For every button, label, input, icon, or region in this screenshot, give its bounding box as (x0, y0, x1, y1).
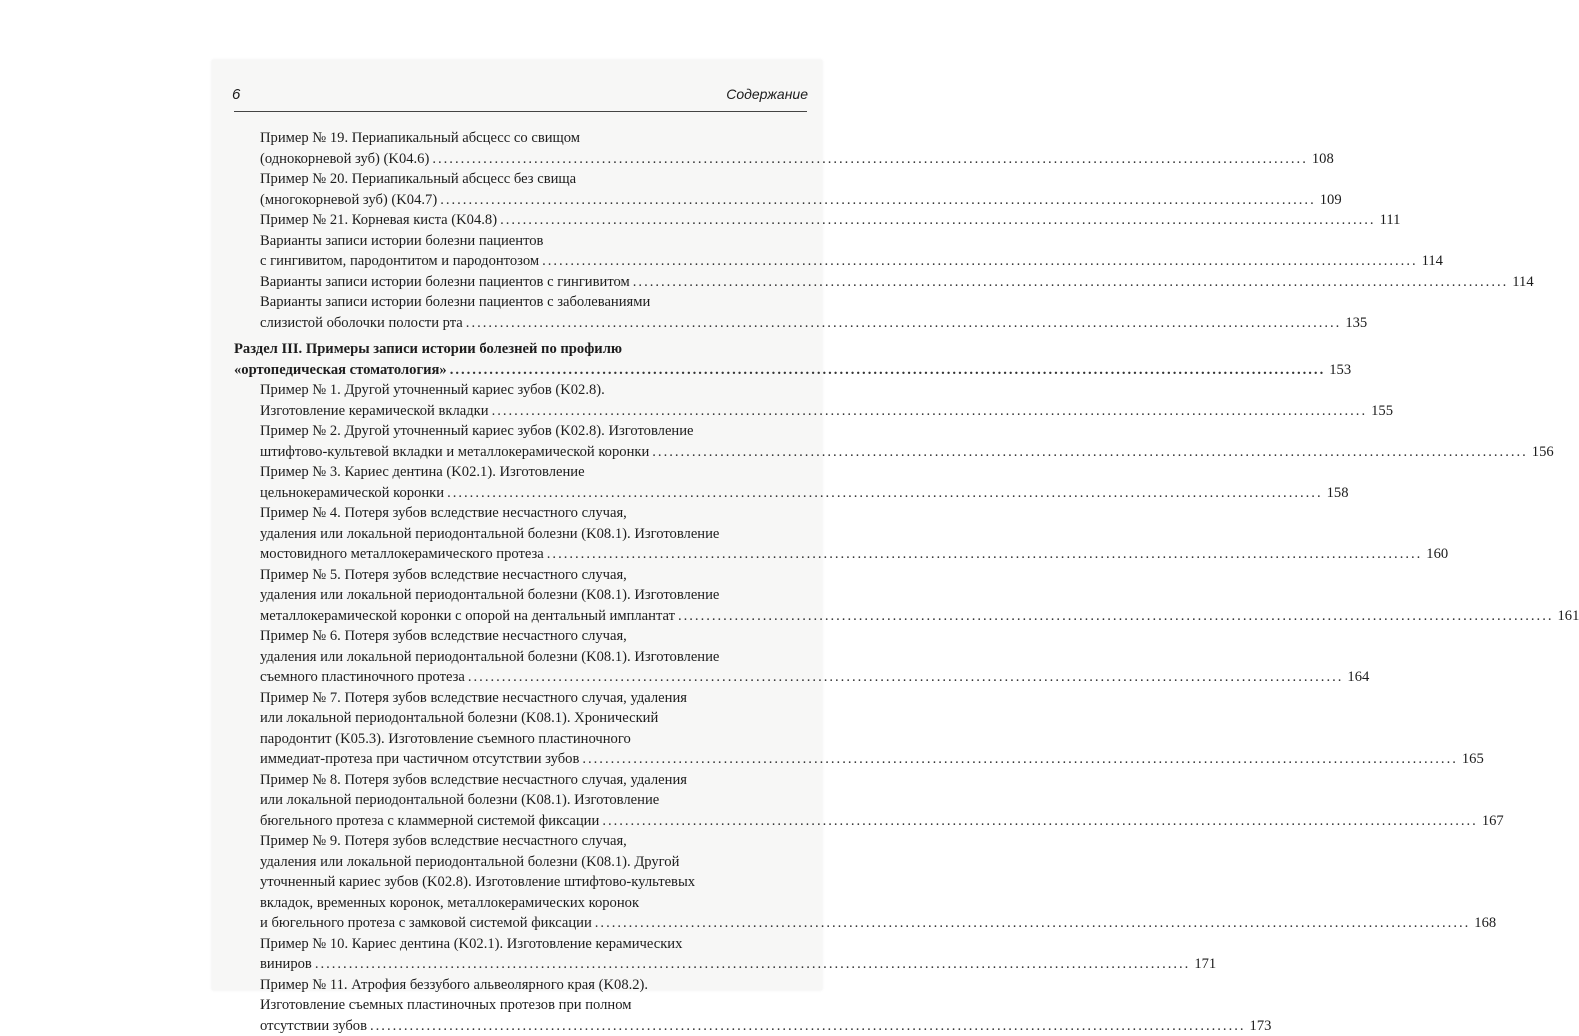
page-number: 6 (232, 86, 240, 103)
toc-entry-text: (однокорневой зуб) (K04.6) (260, 151, 429, 167)
toc-entry-text: и бюгельного протеза с замковой системой фиксации (260, 915, 592, 931)
toc-entry-text: штифтово-культевой вкладки и металлокерамической коронки (260, 444, 649, 460)
toc-entry-text: съемного пластиночного протеза (260, 669, 465, 685)
toc-entry-line: удаления или локальной периодонтальной болезни (K08.1). Изготовление (234, 524, 806, 545)
toc-entry-text: виниров (260, 956, 312, 972)
dot-leader (542, 253, 1418, 269)
page-header (232, 86, 808, 108)
toc-entry-last-line (234, 749, 806, 770)
toc-entry-text: бюгельного протеза с кламмерной системой фиксации (260, 813, 599, 829)
toc-page-number: 108 (1312, 151, 1334, 167)
toc-entry (234, 292, 806, 333)
toc-entry-line: вкладок, временных коронок, металлокерамических коронок (234, 893, 806, 914)
toc-entry (234, 688, 806, 770)
toc-entry-text: слизистой оболочки полости рта (260, 315, 463, 331)
running-head: Содержание (726, 86, 808, 102)
toc-entry-text: отсутствии зубов (260, 1018, 367, 1034)
toc-entry-line: Пример № 6. Потеря зубов вследствие несчастного случая, (234, 626, 806, 647)
toc-page-number: 156 (1532, 444, 1554, 460)
toc-page-number: 111 (1380, 212, 1401, 228)
toc-entry-line: удаления или локальной периодонтальной болезни (K08.1). Изготовление (234, 647, 806, 668)
toc-entry-line: Пример № 4. Потеря зубов вследствие несчастного случая, (234, 503, 806, 524)
toc-entry-last-line (234, 210, 806, 231)
dot-leader (500, 212, 1376, 228)
toc-entry-last-line (234, 483, 806, 504)
toc-page-number: 171 (1194, 956, 1216, 972)
toc-entry-line: Пример № 8. Потеря зубов вследствие несчастного случая, удаления (234, 770, 806, 791)
toc-entry-text: «ортопедическая стоматология» (234, 362, 447, 378)
toc-entry-last-line (234, 313, 806, 334)
dot-leader (547, 546, 1423, 562)
toc-page-number: 173 (1250, 1018, 1272, 1034)
toc-entry-line: пародонтит (K05.3). Изготовление съемного пластиночного (234, 729, 806, 750)
toc-entry-text: Пример № 21. Корневая киста (K04.8) (260, 212, 497, 228)
toc-entry-last-line (234, 811, 806, 832)
toc-entry-text: металлокерамической коронки с опорой на дентальный имплантат (260, 608, 675, 624)
toc-entry-last-line (234, 272, 806, 293)
toc-entry (234, 770, 806, 832)
dot-leader (315, 956, 1191, 972)
table-of-contents (234, 128, 806, 1036)
toc-entry-line: Пример № 20. Периапикальный абсцесс без свища (234, 169, 806, 190)
toc-entry (234, 626, 806, 688)
toc-page-number: 135 (1345, 315, 1367, 331)
toc-entry (234, 380, 806, 421)
toc-entry-line: Пример № 5. Потеря зубов вследствие несчастного случая, (234, 565, 806, 586)
toc-entry-line: или локальной периодонтальной болезни (K08.1). Изготовление (234, 790, 806, 811)
toc-entry (234, 975, 806, 1036)
toc-entry-text: Изготовление керамической вкладки (260, 403, 489, 419)
toc-page-number: 164 (1347, 669, 1369, 685)
toc-entry-text: (многокорневой зуб) (K04.7) (260, 192, 437, 208)
toc-page-number: 155 (1371, 403, 1393, 419)
toc-entry-line: Варианты записи истории болезни пациентов (234, 231, 806, 252)
toc-page-number: 161 (1558, 608, 1579, 624)
dot-leader (633, 274, 1509, 290)
toc-section-entry (234, 339, 806, 380)
toc-page-number: 158 (1327, 485, 1349, 501)
dot-leader (440, 192, 1316, 208)
toc-entry-line: Пример № 11. Атрофия беззубого альвеолярного края (K08.2). (234, 975, 806, 996)
dot-leader (602, 813, 1478, 829)
toc-page-number: 160 (1426, 546, 1448, 562)
toc-entry-line: Варианты записи истории болезни пациентов с заболеваниями (234, 292, 806, 313)
toc-entry-line: удаления или локальной периодонтальной болезни (K08.1). Изготовление (234, 585, 806, 606)
toc-entry-line: Раздел III. Примеры записи истории болезней по профилю (234, 339, 806, 360)
toc-page-number: 114 (1512, 274, 1533, 290)
dot-leader (678, 608, 1554, 624)
toc-entry-line: удаления или локальной периодонтальной болезни (K08.1). Другой (234, 852, 806, 873)
toc-entry (234, 503, 806, 565)
dot-leader (468, 669, 1344, 685)
dot-leader (595, 915, 1471, 931)
dot-leader (582, 751, 1458, 767)
toc-page-number: 168 (1474, 915, 1496, 931)
toc-entry-last-line (234, 606, 806, 627)
toc-entry-line: Изготовление съемных пластиночных протезов при полном (234, 995, 806, 1016)
dot-leader (370, 1018, 1246, 1034)
toc-entry-text: мостовидного металлокерамического протеза (260, 546, 544, 562)
toc-entry (234, 272, 806, 293)
toc-entry (234, 934, 806, 975)
toc-entry-line: Пример № 1. Другой уточненный кариес зубов (K02.8). (234, 380, 806, 401)
toc-entry-text: с гингивитом, пародонтитом и пародонтозом (260, 253, 539, 269)
toc-entry (234, 169, 806, 210)
toc-page-number: 114 (1422, 253, 1443, 269)
toc-page-number: 165 (1462, 751, 1484, 767)
toc-entry-last-line (234, 360, 806, 381)
toc-entry-text: цельнокерамической коронки (260, 485, 444, 501)
toc-entry (234, 210, 806, 231)
toc-entry-text: иммедиат-протеза при частичном отсутствии зубов (260, 751, 579, 767)
toc-entry-line: Пример № 2. Другой уточненный кариес зубов (K02.8). Изготовление (234, 421, 806, 442)
toc-entry-last-line (234, 667, 806, 688)
toc-entry (234, 128, 806, 169)
toc-page-number: 167 (1482, 813, 1504, 829)
toc-entry-line: Пример № 10. Кариес дентина (K02.1). Изготовление керамических (234, 934, 806, 955)
toc-entry (234, 565, 806, 627)
toc-entry-last-line (234, 1016, 806, 1036)
toc-entry-line: уточненный кариес зубов (K02.8). Изготовление штифтово-культевых (234, 872, 806, 893)
dot-leader (652, 444, 1528, 460)
toc-page-number: 153 (1329, 362, 1351, 378)
toc-entry-line: Пример № 9. Потеря зубов вследствие несчастного случая, (234, 831, 806, 852)
toc-entry-last-line (234, 954, 806, 975)
toc-entry-last-line (234, 544, 806, 565)
toc-entry-last-line (234, 251, 806, 272)
header-rule (234, 111, 807, 112)
toc-entry (234, 421, 806, 462)
toc-entry-line: Пример № 7. Потеря зубов вследствие несчастного случая, удаления (234, 688, 806, 709)
toc-page-number: 109 (1320, 192, 1342, 208)
toc-entry-text: Варианты записи истории болезни пациентов с гингивитом (260, 274, 630, 290)
dot-leader (447, 485, 1323, 501)
toc-entry-line: или локальной периодонтальной болезни (K08.1). Хронический (234, 708, 806, 729)
toc-entry (234, 831, 806, 934)
toc-entry-last-line (234, 401, 806, 422)
dot-leader (432, 151, 1308, 167)
toc-entry-last-line (234, 149, 806, 170)
dot-leader (450, 362, 1326, 378)
toc-entry-last-line (234, 190, 806, 211)
dot-leader (492, 403, 1368, 419)
toc-entry (234, 462, 806, 503)
toc-entry-last-line (234, 913, 806, 934)
toc-entry-last-line (234, 442, 806, 463)
dot-leader (466, 315, 1342, 331)
toc-entry (234, 231, 806, 272)
toc-entry-line: Пример № 19. Периапикальный абсцесс со свищом (234, 128, 806, 149)
toc-entry-line: Пример № 3. Кариес дентина (K02.1). Изготовление (234, 462, 806, 483)
